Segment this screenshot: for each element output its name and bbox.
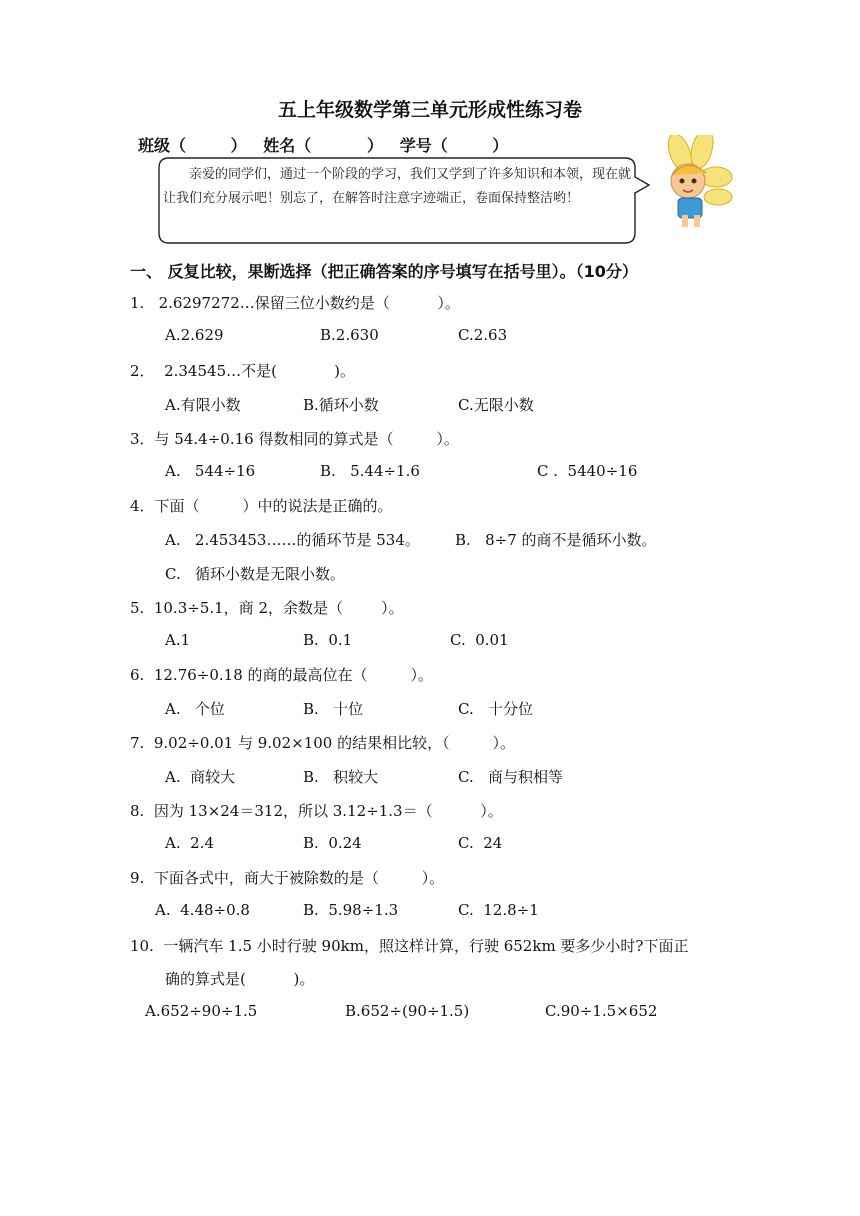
option-a: A. 4.48÷0.8 <box>155 901 250 919</box>
option-b: B. 5.44÷1.6 <box>320 462 420 480</box>
question-10-continued: 确的算式是( )。 <box>165 970 315 988</box>
option-c: C. 商与积相等 <box>458 768 564 786</box>
question-5: 5. 10.3÷5.1，商 2，余数是（ ）。 <box>130 599 404 617</box>
option-c: C.90÷1.5×652 <box>545 1002 658 1020</box>
option-c: C. 循环小数是无限小数。 <box>165 565 346 583</box>
intro-text: 亲爱的同学们，通过一个阶段的学习，我们又学到了许多知识和本领，现在就让我们充分展示吧！别忘了，在解答时注意字迹端正，卷面保持整洁哟！ <box>163 167 632 206</box>
option-a: A.652÷90÷1.5 <box>145 1002 258 1020</box>
option-c: C. 0.01 <box>450 631 509 649</box>
option-c: C. 十分位 <box>458 700 534 718</box>
intro-speech-bubble <box>157 157 643 245</box>
option-b: B. 5.98÷1.3 <box>303 901 399 919</box>
bee-mascot-icon <box>650 135 740 235</box>
question-9: 9. 下面各式中，商大于被除数的是（ ）。 <box>130 869 445 887</box>
option-c: C.2.63 <box>458 326 508 344</box>
question-3: 3．与 54.4÷0.16 得数相同的算式是（ ）。 <box>130 430 459 448</box>
question-10: 10. 一辆汽车 1.5 小时行驶 90km，照这样计算，行驶 652km 要多少小时?下面正 <box>130 937 689 955</box>
option-a: A.1 <box>165 631 191 649</box>
option-b: B. 0.24 <box>303 834 362 852</box>
question-6: 6. 12.76÷0.18 的商的最高位在（ ）。 <box>130 666 433 684</box>
option-c: C . 5440÷16 <box>537 462 638 480</box>
option-a: A.有限小数 <box>165 396 241 414</box>
option-c: C. 12.8÷1 <box>458 901 539 919</box>
option-a: A. 个位 <box>165 700 225 718</box>
option-a: A.2.629 <box>165 326 224 344</box>
question-2: 2． 2.34545…不是( )。 <box>130 362 356 380</box>
option-a: A. 544÷16 <box>165 462 256 480</box>
option-a: A. 2.4 <box>165 834 214 852</box>
question-1: 1. 2.6297272…保留三位小数约是（ ）。 <box>130 294 460 312</box>
option-c: C. 24 <box>458 834 503 852</box>
option-b: B. 积较大 <box>303 768 379 786</box>
question-8: 8. 因为 13×24＝312，所以 3.12÷1.3＝（ ）。 <box>130 802 503 820</box>
section-1-heading: 一、 反复比较，果断选择（把正确答案的序号填写在括号里）。（10分） <box>130 262 638 281</box>
option-b: B.652÷(90÷1.5) <box>345 1002 470 1020</box>
option-b: B.2.630 <box>320 326 379 344</box>
page-title: 五上年级数学第三单元形成性练习卷 <box>277 99 582 121</box>
option-a: A. 2.453453……的循环节是 534。 <box>165 531 420 549</box>
option-b: B. 十位 <box>303 700 364 718</box>
option-b: B.循环小数 <box>303 396 379 414</box>
option-c: C.无限小数 <box>458 396 534 414</box>
question-7: 7. 9.02÷0.01 与 9.02×100 的结果相比较，（ ）。 <box>130 734 516 752</box>
student-info-line: 班级（ ） 姓名（ ） 学号（ ） <box>138 136 509 155</box>
option-b: B. 8÷7 的商不是循环小数。 <box>455 531 657 549</box>
question-4: 4．下面（ ）中的说法是正确的。 <box>130 497 393 515</box>
option-b: B. 0.1 <box>303 631 353 649</box>
option-a: A. 商较大 <box>165 768 236 786</box>
